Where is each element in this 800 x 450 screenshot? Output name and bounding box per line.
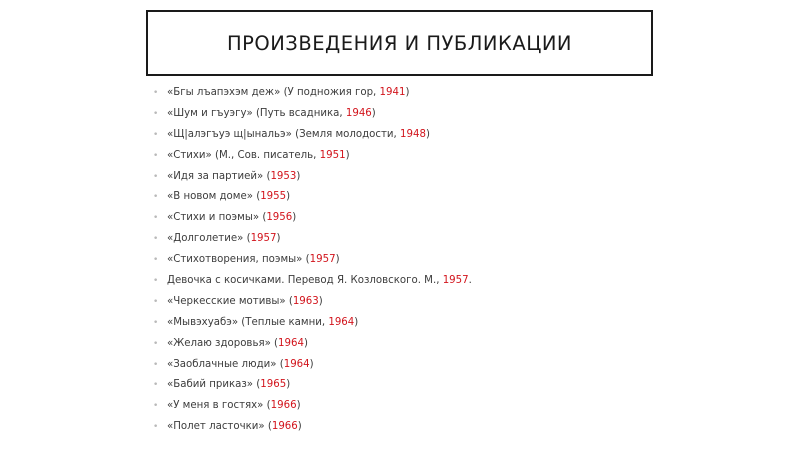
bullet-icon: • — [153, 192, 159, 203]
item-year: 1966 — [271, 421, 298, 433]
bullet-icon: • — [153, 234, 159, 245]
item-year: 1951 — [319, 149, 346, 161]
list-item — [153, 271, 653, 292]
item-text: «У меня в гостях» ( — [167, 400, 271, 412]
item-suffix: ) — [335, 254, 340, 266]
list-item — [153, 334, 653, 355]
bullet-icon: • — [153, 108, 159, 119]
list-item — [153, 146, 653, 167]
item-year: 1948 — [400, 128, 426, 140]
bullet-icon: • — [153, 380, 159, 391]
item-year: 1955 — [260, 191, 287, 203]
item-suffix: ) — [354, 316, 359, 328]
publications-list — [153, 83, 653, 438]
list-item — [153, 125, 653, 146]
item-text: «Долголетие» ( — [167, 233, 251, 245]
bullet-icon: • — [153, 422, 159, 433]
list-item — [153, 417, 653, 438]
item-year: 1964 — [278, 337, 304, 349]
bullet-icon: • — [153, 359, 159, 370]
item-text: Девочка с косичками. Перевод Я. Козловского. М., — [167, 275, 443, 287]
item-text: «Полет ласточки» ( — [167, 421, 272, 433]
item-year: 1946 — [345, 107, 372, 119]
item-year: 1964 — [283, 358, 310, 370]
bullet-icon: • — [153, 276, 159, 287]
item-year: 1941 — [379, 87, 406, 98]
item-text: «Щ|алэгъуэ щ|ынальэ» (Земля молодости, — [167, 128, 401, 140]
bullet-icon: • — [153, 317, 159, 328]
item-suffix: ) — [297, 421, 302, 433]
item-text: «Мывэхуабэ» (Теплые камни, — [167, 316, 329, 328]
item-suffix: ) — [309, 358, 314, 370]
bullet-icon: • — [153, 338, 159, 349]
item-text: «Заоблачные люди» ( — [167, 358, 284, 370]
page-title: ПРОИЗВЕДЕНИЯ И ПУБЛИКАЦИИ — [226, 31, 573, 55]
item-year: 1965 — [260, 379, 287, 391]
list-item — [153, 83, 653, 104]
item-text: «Стихотворения, поэмы» ( — [167, 254, 310, 266]
item-suffix: ) — [318, 295, 323, 307]
item-suffix: ) — [405, 87, 410, 98]
bullet-icon: • — [153, 129, 159, 140]
item-suffix: ) — [292, 212, 297, 224]
bullet-icon: • — [153, 150, 159, 161]
item-year: 1957 — [309, 254, 336, 266]
item-suffix: ) — [286, 379, 291, 391]
item-text: «Шум и гъуэгу» (Путь всадника, — [167, 107, 346, 119]
list-item — [153, 187, 653, 208]
item-year: 1957 — [250, 233, 277, 245]
item-suffix: ) — [345, 149, 350, 161]
list-item — [153, 208, 653, 229]
item-text: «Идя за партией» ( — [167, 170, 271, 182]
bullet-icon: • — [153, 255, 159, 266]
item-suffix: ) — [276, 233, 281, 245]
item-suffix: . — [468, 275, 472, 287]
item-suffix: ) — [286, 191, 291, 203]
item-suffix: ) — [303, 337, 308, 349]
item-text: «Желаю здоровья» ( — [167, 337, 279, 349]
item-text: «Бабий приказ» ( — [167, 379, 261, 391]
list-item — [153, 396, 653, 417]
bullet-icon: • — [153, 88, 159, 98]
item-year: 1957 — [442, 275, 469, 287]
bullet-icon: • — [153, 213, 159, 224]
item-year: 1964 — [328, 316, 355, 328]
item-year: 1966 — [270, 400, 297, 412]
list-item — [153, 292, 653, 313]
bullet-icon: • — [153, 171, 159, 182]
bullet-icon: • — [153, 401, 159, 412]
item-text: «Стихи и поэмы» ( — [167, 212, 267, 224]
list-item — [153, 229, 653, 250]
item-suffix: ) — [371, 107, 376, 119]
item-year: 1963 — [292, 295, 319, 307]
list-item — [153, 375, 653, 396]
item-text: «Бгы лъапэхэм деж» (У подножия гор, — [167, 87, 380, 98]
item-text: «Черкесские мотивы» ( — [167, 295, 293, 307]
list-item — [153, 167, 653, 188]
bullet-icon: • — [153, 296, 159, 307]
item-text: «В новом доме» ( — [167, 191, 261, 203]
list-item — [153, 355, 653, 376]
item-year: 1956 — [266, 212, 293, 224]
item-suffix: ) — [425, 128, 430, 140]
title-box — [146, 10, 653, 76]
list-item — [153, 104, 653, 125]
item-text: «Стихи» (М., Сов. писатель, — [167, 149, 320, 161]
list-item — [153, 313, 653, 334]
item-suffix: ) — [296, 170, 301, 182]
item-year: 1953 — [270, 170, 297, 182]
item-suffix: ) — [296, 400, 301, 412]
list-item — [153, 250, 653, 271]
